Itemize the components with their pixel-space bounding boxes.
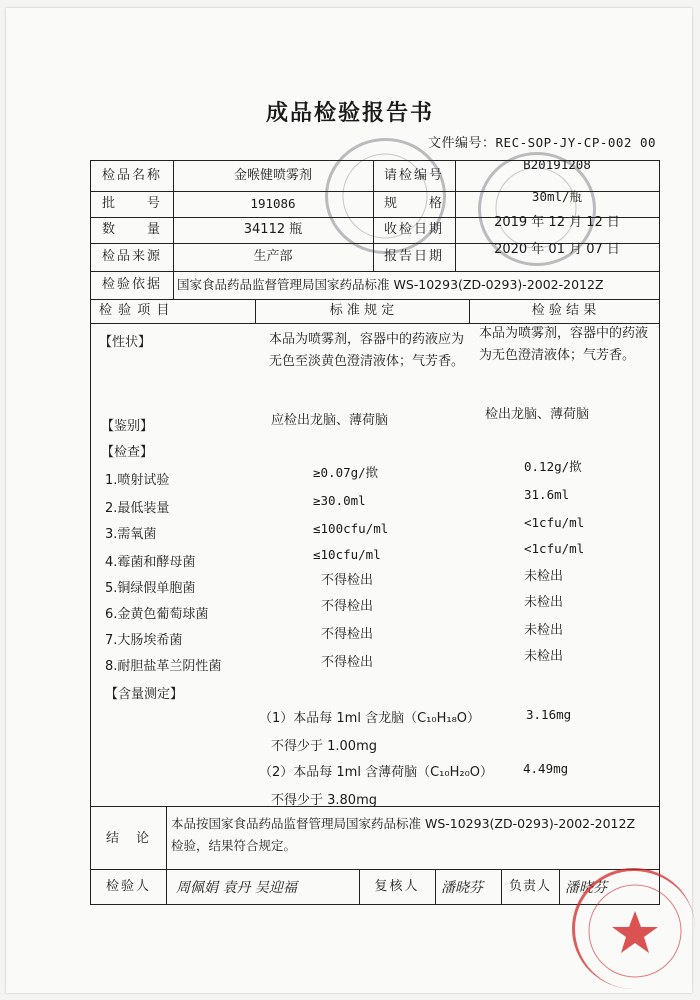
spec-value: 30ml/瓶 (531, 189, 583, 204)
assay-item-result: 3.16mg (526, 707, 572, 722)
conclusion-text: 本品按国家食品药品监督管理局国家药品标准 WS-10293(ZD-0293)-2002-2012Z 检验，结果符合规定。 (171, 816, 636, 853)
spec-label: 规 格 (383, 196, 444, 211)
inspector-signature: 周佩娟 袁丹 吴迎福 (176, 880, 297, 896)
assay-item-result: 4.49mg (523, 761, 569, 776)
inspection-item-standard: 不得检出 (321, 655, 374, 670)
inspection-item-standard: 不得检出 (321, 573, 374, 588)
inspection-item-standard: ≤100cfu/ml (313, 521, 389, 536)
received-date-label: 收检日期 (383, 222, 444, 237)
inspection-item-result: 未检出 (524, 569, 564, 584)
received-date: 2019 年 12 月 12 日 (494, 215, 620, 230)
inspector-label: 检验人 (105, 879, 151, 894)
inspection-item-name: 6.金黄色葡萄球菌 (105, 607, 209, 622)
inspection-item-result: 0.12g/揿 (524, 459, 582, 474)
inspection-item-standard: ≥30.0ml (313, 493, 366, 508)
responsible-label: 负责人 (508, 879, 551, 894)
seal-star-icon (328, 141, 443, 251)
source-value: 生产部 (253, 249, 293, 264)
inspection-item-result: 未检出 (524, 623, 564, 638)
inspection-item-name: 5.铜绿假单胞菌 (105, 581, 196, 596)
assay-item-limit: 不得少于 3.80mg (271, 793, 377, 808)
conclusion-label: 结 论 (105, 831, 151, 846)
report-table (90, 157, 660, 905)
character-standard: 本品为喷雾剂，容器中的药液应为无色至淡黄色澄清液体；气芳香。 (269, 332, 465, 369)
column-item-header: 检 验 项 目 (99, 303, 171, 318)
document-number-label: 文件编号： (428, 136, 496, 151)
inspection-item-result: <1cfu/ml (524, 515, 585, 530)
request-no: B20191208 (523, 157, 591, 172)
identification-section-label: 【鉴别】 (101, 419, 154, 434)
reviewer-signature: 潘晓芬 (441, 880, 483, 896)
inspection-item-result: 未检出 (524, 595, 564, 610)
assay-item-standard: （1）本品每 1ml 含龙脑（C₁₀H₁₈O） (259, 711, 481, 726)
responsible-signature: 潘晓芬 (565, 880, 607, 896)
report-date-label: 报告日期 (383, 249, 444, 264)
request-no-label: 请检编号 (383, 168, 444, 183)
inspection-item-name: 7.大肠埃希菌 (105, 633, 183, 648)
seal-ring-icon (481, 155, 593, 263)
inspection-item-result: <1cfu/ml (524, 541, 585, 556)
inspection-item-name: 2.最低装量 (105, 501, 170, 516)
qc-seal-stamp (478, 152, 596, 266)
assay-section-label: 【含量测定】 (105, 687, 184, 702)
company-seal-stamp (325, 138, 446, 254)
inspection-item-result: 31.6ml (524, 487, 570, 502)
inspection-section-label: 【检查】 (101, 445, 154, 460)
inspection-item-result: 未检出 (524, 649, 564, 664)
assay-item-standard: （2）本品每 1ml 含薄荷脑（C₁₀H₂₀O） (259, 765, 494, 780)
document-number-value: REC-SOP-JY-CP-002 00 (495, 135, 657, 150)
product-name: 金喉健喷雾剂 (233, 168, 312, 183)
column-result-header: 检 验 结 果 (531, 303, 597, 318)
basis-label: 检验依据 (101, 277, 162, 292)
inspection-item-name: 4.霉菌和酵母菌 (105, 555, 196, 570)
inspection-item-standard: ≤10cfu/ml (313, 547, 381, 562)
inspection-item-name: 8.耐胆盐革兰阴性菌 (105, 659, 222, 674)
inspection-item-standard: ≥0.07g/揿 (313, 465, 379, 480)
document-number (428, 132, 656, 151)
character-result: 本品为喷雾剂，容器中的药液为无色澄清液体；气芳香。 (479, 326, 649, 363)
product-name-label: 检品名称 (101, 168, 162, 183)
identification-standard: 应检出龙脑、薄荷脑 (271, 413, 389, 428)
column-standard-header: 标 准 规 定 (329, 303, 395, 318)
inspection-item-standard: 不得检出 (321, 599, 374, 614)
quantity-label: 数 量 (101, 222, 162, 237)
character-section-label: 【性状】 (99, 335, 152, 350)
batch-label: 批 号 (101, 196, 162, 211)
identification-result: 检出龙脑、薄荷脑 (485, 407, 590, 422)
source-label: 检品来源 (101, 249, 162, 264)
basis-value: 国家食品药品监督管理局国家药品标准 WS-10293(ZD-0293)-2002-2012Z (177, 277, 604, 292)
page-title: 成品检验报告书 (265, 101, 434, 126)
batch-number: 191086 (250, 196, 296, 211)
inspection-item-name: 1.喷射试验 (105, 473, 170, 488)
quality-department-red-stamp (572, 868, 695, 989)
inspection-item-standard: 不得检出 (321, 627, 374, 642)
red-star-icon (575, 871, 695, 989)
inspection-item-name: 3.需氧菌 (105, 527, 157, 542)
report-date: 2020 年 01 月 07 日 (494, 242, 620, 257)
quantity-value: 34112 瓶 (243, 222, 303, 237)
assay-item-limit: 不得少于 1.00mg (271, 739, 377, 754)
reviewer-label: 复核人 (374, 879, 420, 894)
